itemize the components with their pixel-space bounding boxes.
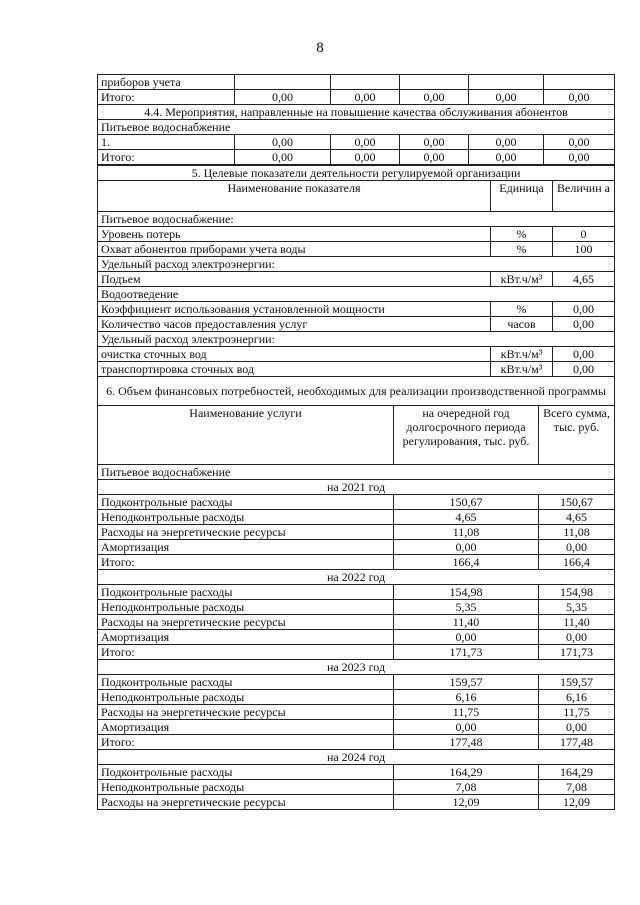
cell-value: 0,00 [544, 150, 615, 165]
annual-amount: 12,09 [394, 795, 539, 810]
cell-value: 0,00 [235, 90, 331, 105]
total-amount: 11,75 [539, 705, 615, 720]
cell-value: 0,00 [469, 135, 544, 150]
table-row [98, 780, 615, 795]
expense-name: Неподконтрольные расходы [98, 600, 394, 615]
expense-name: Итого: [98, 735, 394, 750]
indicator-name: транспортировка сточных вод [98, 362, 491, 377]
table-row [98, 212, 615, 227]
cell-value: 0,00 [235, 135, 331, 150]
table-row [98, 495, 615, 510]
annual-amount: 171,73 [394, 645, 539, 660]
indicator-value: 0,00 [553, 317, 615, 332]
total-amount: 0,00 [539, 720, 615, 735]
indicator-unit: кВт.ч/м³ [491, 362, 553, 377]
indicator-unit: % [491, 242, 553, 257]
table-row [98, 795, 615, 810]
cell-value [235, 75, 331, 90]
total-amount: 154,98 [539, 585, 615, 600]
table-row [98, 135, 615, 150]
table-row [98, 765, 615, 780]
indicator-unit: % [491, 227, 553, 242]
expense-name: Итого: [98, 645, 394, 660]
annual-amount: 177,48 [394, 735, 539, 750]
total-amount: 150,67 [539, 495, 615, 510]
indicator-value: 100 [553, 242, 615, 257]
cell-value: 0,00 [235, 150, 331, 165]
table-indicators [97, 165, 615, 377]
table-row [98, 510, 615, 525]
subsection-label: Питьевое водоснабжение [98, 120, 615, 135]
row-label: приборов учета [98, 75, 235, 90]
indicator-unit: кВт.ч/м³ [491, 347, 553, 362]
cell-value: 0,00 [544, 135, 615, 150]
cell-value: 0,00 [544, 90, 615, 105]
indicator-name: Количество часов предоставления услуг [98, 317, 491, 332]
cell-value: 0,00 [331, 90, 400, 105]
annual-amount: 11,40 [394, 615, 539, 630]
annual-amount: 164,29 [394, 765, 539, 780]
table-row [98, 600, 615, 615]
year-row [98, 570, 615, 585]
group-label: Удельный расход электроэнергии: [98, 332, 615, 347]
table-row [98, 555, 615, 570]
expense-name: Подконтрольные расходы [98, 675, 394, 690]
expense-name: Амортизация [98, 720, 394, 735]
total-amount: 171,73 [539, 645, 615, 660]
table-row [98, 317, 615, 332]
indicator-value: 0 [553, 227, 615, 242]
indicator-unit: кВт.ч/м³ [491, 272, 553, 287]
annual-amount: 0,00 [394, 720, 539, 735]
table-row [98, 287, 615, 302]
table-finance [97, 377, 615, 810]
cell-value: 0,00 [331, 150, 400, 165]
total-amount: 4,65 [539, 510, 615, 525]
table-row [98, 272, 615, 287]
table-measures [97, 74, 615, 165]
total-amount: 5,35 [539, 600, 615, 615]
table-row [98, 150, 615, 165]
expense-name: Расходы на энергетические ресурсы [98, 615, 394, 630]
annual-amount: 150,67 [394, 495, 539, 510]
table-row [98, 465, 615, 480]
annual-amount: 6,16 [394, 690, 539, 705]
expense-name: Расходы на энергетические ресурсы [98, 705, 394, 720]
total-amount: 11,08 [539, 525, 615, 540]
annual-amount: 11,75 [394, 705, 539, 720]
cell-value: 0,00 [400, 90, 469, 105]
total-amount: 177,48 [539, 735, 615, 750]
indicator-value: 4,65 [553, 272, 615, 287]
indicator-name: очистка сточных вод [98, 347, 491, 362]
cell-value: 0,00 [469, 90, 544, 105]
expense-name: Неподконтрольные расходы [98, 510, 394, 525]
year-label: на 2021 год [98, 480, 615, 495]
total-amount: 0,00 [539, 630, 615, 645]
expense-name: Неподконтрольные расходы [98, 690, 394, 705]
total-amount: 159,57 [539, 675, 615, 690]
table-row [98, 720, 615, 735]
expense-name: Подконтрольные расходы [98, 585, 394, 600]
indicator-name: Уровень потерь [98, 227, 491, 242]
total-amount: 0,00 [539, 540, 615, 555]
year-row [98, 480, 615, 495]
annual-amount: 0,00 [394, 630, 539, 645]
annual-amount: 11,08 [394, 525, 539, 540]
expense-name: Расходы на энергетические ресурсы [98, 525, 394, 540]
table-row [98, 257, 615, 272]
table-row [98, 690, 615, 705]
annual-amount: 4,65 [394, 510, 539, 525]
row-label: Итого: [98, 90, 235, 105]
table-row [98, 540, 615, 555]
table-row [98, 585, 615, 600]
table-row [98, 75, 615, 90]
cell-value: 0,00 [331, 135, 400, 150]
expense-name: Неподконтрольные расходы [98, 780, 394, 795]
cell-value: 0,00 [400, 135, 469, 150]
table-row [98, 105, 615, 120]
group-label: Водоотведение [98, 287, 615, 302]
year-label: на 2024 год [98, 750, 615, 765]
column-header: на очередной год долгосрочного периода регулирования, тыс. руб. [394, 406, 539, 465]
table-row [98, 735, 615, 750]
total-amount: 11,40 [539, 615, 615, 630]
table-row [98, 166, 615, 181]
total-amount: 7,08 [539, 780, 615, 795]
group-label: Питьевое водоснабжение: [98, 212, 615, 227]
indicator-name: Коэффициент использования установленной мощности [98, 302, 491, 317]
section-heading: 6. Объем финансовых потребностей, необходимых для реализации производственной программы [98, 377, 615, 406]
column-header: Величин а [553, 181, 615, 212]
total-amount: 166,4 [539, 555, 615, 570]
table-row [98, 332, 615, 347]
expense-name: Подконтрольные расходы [98, 765, 394, 780]
year-label: на 2022 год [98, 570, 615, 585]
expense-name: Итого: [98, 555, 394, 570]
service-label: Питьевое водоснабжение [98, 465, 615, 480]
indicator-value: 0,00 [553, 362, 615, 377]
column-header: Наименование услуги [98, 406, 394, 465]
year-row [98, 660, 615, 675]
year-label: на 2023 год [98, 660, 615, 675]
cell-value: 0,00 [469, 150, 544, 165]
table-row [98, 645, 615, 660]
total-amount: 12,09 [539, 795, 615, 810]
page-number: 8 [316, 40, 324, 56]
cell-value [469, 75, 544, 90]
cell-value [331, 75, 400, 90]
table-row [98, 705, 615, 720]
table-row [98, 377, 615, 406]
column-header: Всего сумма, тыс. руб. [539, 406, 615, 465]
expense-name: Амортизация [98, 540, 394, 555]
total-amount: 164,29 [539, 765, 615, 780]
header-row [98, 406, 615, 465]
row-label: 1. [98, 135, 235, 150]
row-label: Итого: [98, 150, 235, 165]
indicator-unit: % [491, 302, 553, 317]
table-row [98, 120, 615, 135]
table-row [98, 525, 615, 540]
expense-name: Амортизация [98, 630, 394, 645]
year-row [98, 750, 615, 765]
section-heading: 5. Целевые показатели деятельности регулируемой организации [98, 166, 615, 181]
table-row [98, 90, 615, 105]
table-row [98, 302, 615, 317]
indicator-value: 0,00 [553, 302, 615, 317]
annual-amount: 0,00 [394, 540, 539, 555]
section-heading: 4.4. Мероприятия, направленные на повышение качества обслуживания абонентов [98, 105, 615, 120]
annual-amount: 154,98 [394, 585, 539, 600]
indicator-name: Подъем [98, 272, 491, 287]
cell-value [544, 75, 615, 90]
column-header: Единица [491, 181, 553, 212]
annual-amount: 159,57 [394, 675, 539, 690]
table-row [98, 630, 615, 645]
expense-name: Подконтрольные расходы [98, 495, 394, 510]
indicator-value: 0,00 [553, 347, 615, 362]
column-header: Наименование показателя [98, 181, 491, 212]
indicator-name: Охват абонентов приборами учета воды [98, 242, 491, 257]
indicator-unit: часов [491, 317, 553, 332]
cell-value: 0,00 [400, 150, 469, 165]
annual-amount: 7,08 [394, 780, 539, 795]
table-row [98, 227, 615, 242]
annual-amount: 166,4 [394, 555, 539, 570]
table-row [98, 675, 615, 690]
annual-amount: 5,35 [394, 600, 539, 615]
table-row [98, 615, 615, 630]
group-label: Удельный расход электроэнергии: [98, 257, 615, 272]
table-row [98, 242, 615, 257]
expense-name: Расходы на энергетические ресурсы [98, 795, 394, 810]
total-amount: 6,16 [539, 690, 615, 705]
document-body [97, 74, 614, 810]
cell-value [400, 75, 469, 90]
table-row [98, 362, 615, 377]
header-row [98, 181, 615, 212]
table-row [98, 347, 615, 362]
